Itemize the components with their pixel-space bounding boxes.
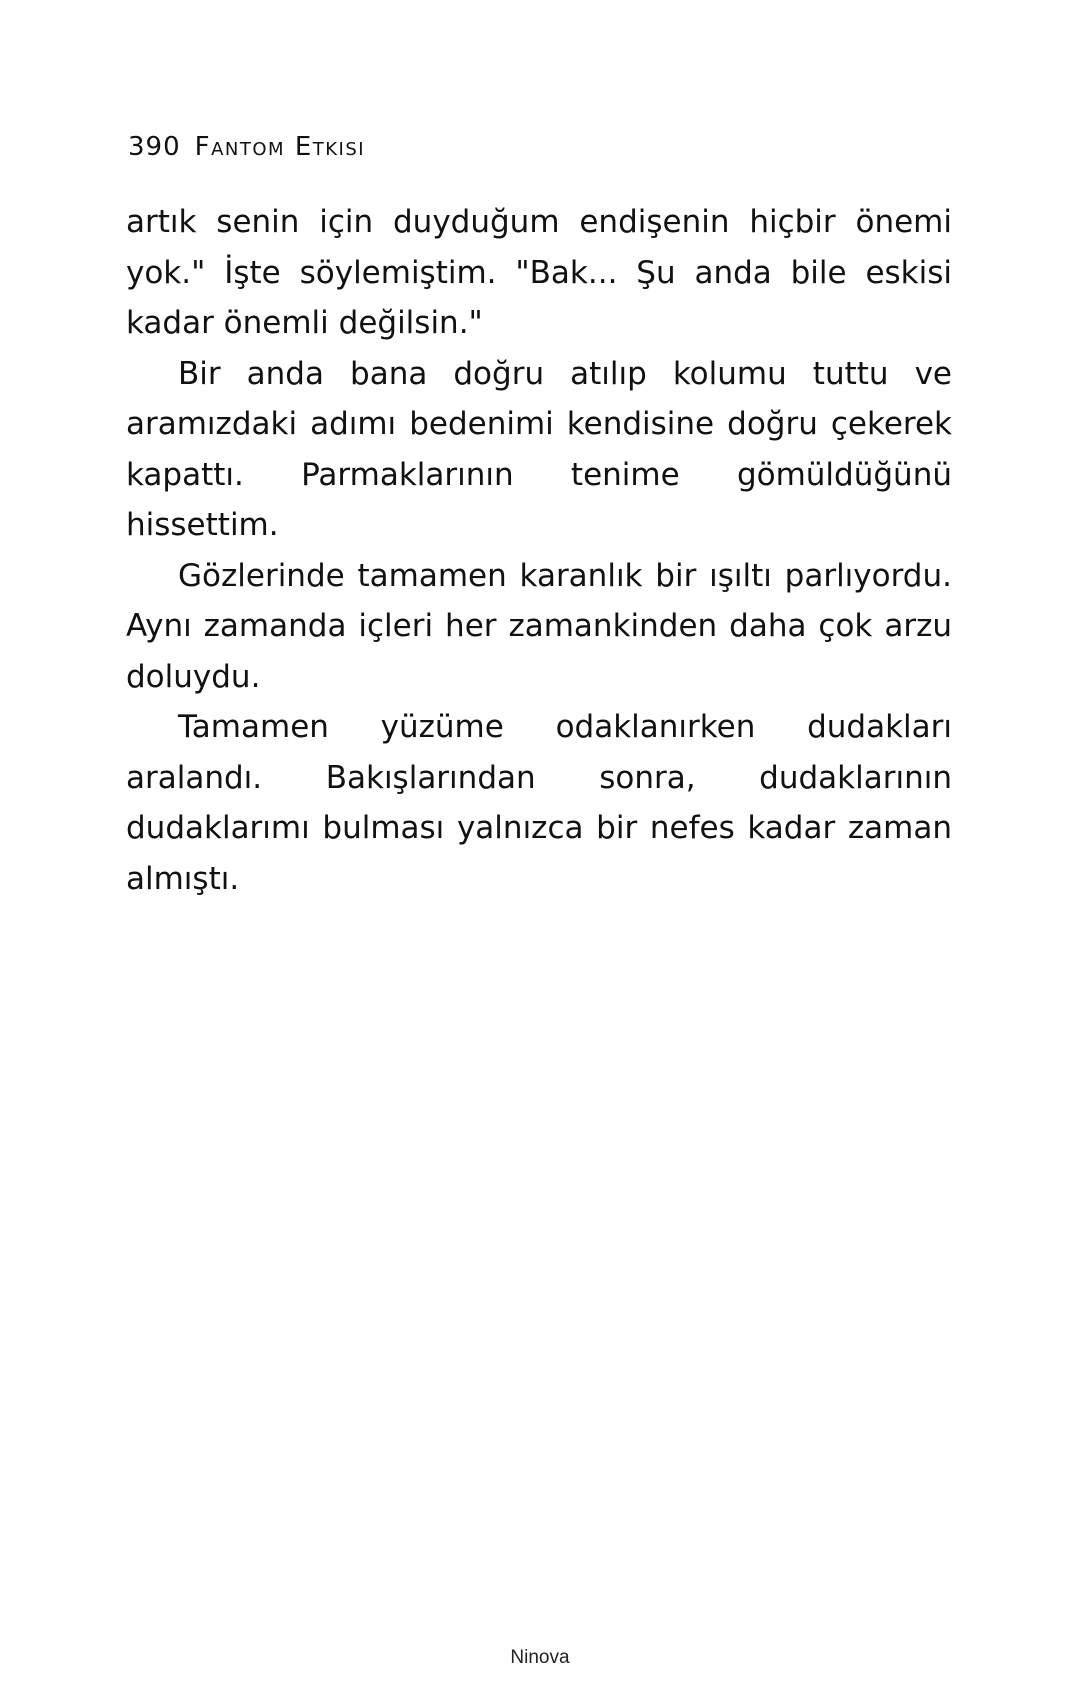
publisher-footer: Ninova [510,1647,570,1668]
paragraph: Gözlerinde tamamen karanlık bir ışıltı parlıyordu. Aynı zamanda içleri her zamankinden daha çok arzu doluydu. [126,557,952,695]
paragraph: Bir anda bana doğru atılıp kolumu tuttu ve aramızdaki adımı bedenimi kendisine doğru çekerek kapattı. Parmaklarının tenime gömüldüğünü hissettim. [126,355,952,543]
running-head [128,132,365,162]
page-number: 390 [128,132,181,162]
body-text [126,197,952,904]
running-title: Fantom Etkisi [194,132,366,162]
paragraph: Tamamen yüzüme odaklanırken dudakları aralandı. Bakışlarından sonra, dudaklarının dudaklarımı bulması yalnızca bir nefes kadar zaman almıştı. [126,709,952,897]
paragraph: artık senin için duyduğum endişenin hiçbir önemi yok." İşte söylemiştim. "Bak... Şu anda bile eskisi kadar önemli değilsin." [126,204,952,341]
